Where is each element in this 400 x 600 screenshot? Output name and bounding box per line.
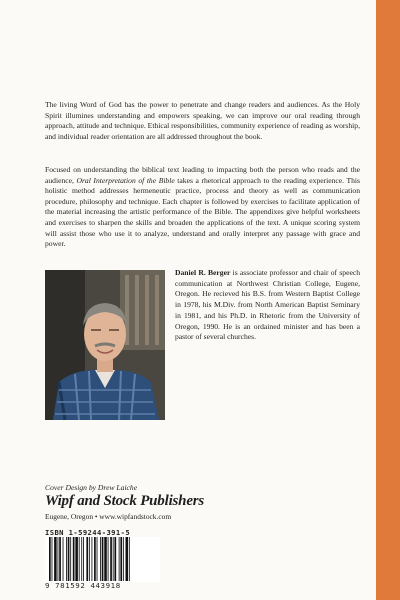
barcode-bar — [92, 537, 93, 581]
barcode-bar — [63, 537, 64, 581]
barcode-bar — [73, 537, 75, 581]
description-paragraph-2 — [45, 165, 360, 250]
paragraph-2-intro: Focused on understanding the biblical text leading to impacting both the person who reads and the audience, — [45, 165, 360, 185]
barcode-bar — [108, 537, 109, 581]
barcode-bar — [52, 537, 53, 581]
barcode-digits: 9 781592 443918 — [45, 581, 121, 590]
barcode-bar — [54, 537, 57, 581]
barcode-bar — [123, 537, 124, 581]
isbn-label: ISBN 1-59244-391-5 — [45, 528, 131, 537]
barcode-bar — [94, 537, 96, 581]
barcode-bar — [58, 537, 59, 581]
cover-design-credit: Cover Design by Drew Laiche — [45, 483, 138, 492]
barcode-bar — [102, 537, 104, 581]
barcode-bar — [86, 537, 88, 581]
barcode-bar — [66, 537, 67, 581]
author-bio — [175, 268, 360, 343]
barcode-bar — [100, 537, 101, 581]
author-portrait-image — [45, 270, 165, 420]
author-name: Daniel R. Berger — [175, 268, 231, 277]
barcode — [45, 537, 160, 582]
barcode-bar — [119, 537, 120, 581]
barcode-bar — [79, 537, 80, 581]
barcode-bar — [120, 537, 122, 581]
book-title-italic: Oral Interpretation of the Bible — [76, 175, 175, 185]
barcode-bar — [81, 537, 82, 581]
barcode-bar — [97, 537, 98, 581]
barcode-bar — [110, 537, 112, 581]
barcode-bar — [83, 537, 84, 581]
publisher-address: Eugene, Oregon • www.wipfandstock.com — [45, 512, 172, 521]
barcode-bar — [70, 537, 71, 581]
author-bio-text: is associate professor and chair of speech communication at Northwest Christian College, Eugene, Oregon. He recieved his B.S. from Western Baptist College in 1978, his M.Div. from North American Baptist Seminary in 1981, and his Ph.D. in Rhetoric from the University of Oregon, 1990. He is an ordained minister and has been a pastor of several churches. — [175, 268, 360, 342]
barcode-bar — [49, 537, 51, 581]
spine-stripe — [376, 0, 400, 600]
barcode-bar — [59, 537, 61, 581]
barcode-bar — [126, 537, 129, 581]
author-photo — [45, 270, 165, 420]
barcode-bars — [45, 537, 160, 582]
barcode-bar — [68, 537, 70, 581]
barcode-bar — [114, 537, 116, 581]
barcode-bar — [113, 537, 114, 581]
barcode-bar — [129, 537, 130, 581]
barcode-bar — [104, 537, 107, 581]
paragraph-2-rest: takes a rhetorical approach to the reading experience. This holistic method addresses hermeneutic practice, process and theory as well as communication procedure, philosophy and technique. Each chapter is followed by exercises to facilitate application of the material increasing the artistic performance of the Bible. The appendixes give helpful worksheets and exercises to sharpen the skills and broaden the applications of the text. A unique scoring system will assist those who use it to analyze, understand and orally interpret any passage with grace and power. — [45, 175, 361, 249]
barcode-bar — [89, 537, 90, 581]
description-paragraph-1: The living Word of God has the power to penetrate and change readers and audiences. As the Holy Spirit illumines understanding and empowers speaking, we can improve our oral reading through approach, attitude and technique. Ethical responsibilities, community experience of reading as worship, and individual reader orientation are all addressed throughout the book. — [45, 100, 360, 141]
publisher-name: Wipf and Stock Publishers — [45, 493, 205, 509]
barcode-bar — [75, 537, 78, 581]
